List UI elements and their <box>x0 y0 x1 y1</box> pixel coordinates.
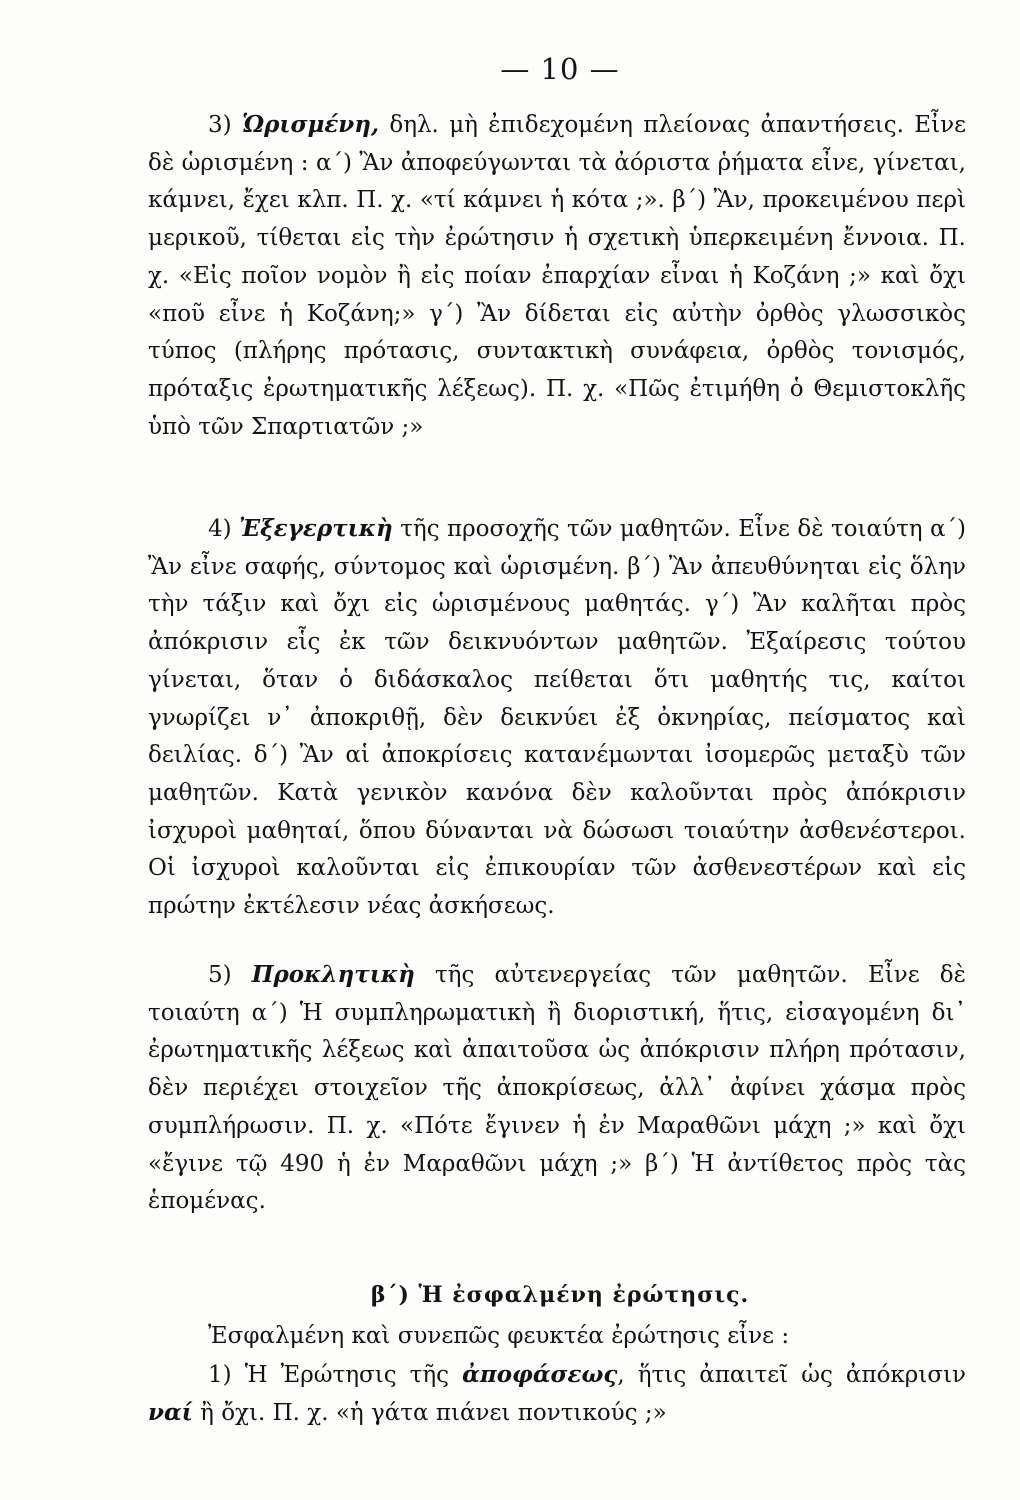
paragraph-3 <box>148 106 966 446</box>
paragraph-number: 3) <box>208 112 232 138</box>
item-term-2: ναί <box>148 1399 193 1427</box>
paragraph-5 <box>148 956 966 1221</box>
item-lead: Ἡ Ἐρώτησις τῆς <box>244 1361 450 1388</box>
paragraph-text: τῆς προσοχῆς τῶν μαθητῶν. Εἶνε δὲ τοιαύτη α΄) Ἂν εἶνε σαφής, σύντομος καὶ ὡρισμένη. β΄) Ἂν ἀπευθύνηται εἰς ὅλην τὴν τάξιν καὶ ὄχι εἰς ὡρισμένους μαθητάς. γ΄) Ἂν καλῆται πρὸς ἀπόκρισιν εἷς ἐκ τῶν δεικνυόντων μαθητῶν. Ἐξαίρεσις τούτου γίνεται, ὅταν ὁ διδάσκαλος πείθεται ὅτι μαθητής τις, καίτοι γνωρίζει ν᾽ ἀποκριθῇ, δὲν δεικνύει ἐξ ὀκνηρίας, πείσματος καὶ δειλίας. δ΄) Ἂν αἱ ἀποκρίσεις κατανέμωνται ἰσομερῶς μεταξὺ τῶν μαθητῶν. Κατὰ γενικὸν κανόνα δὲν καλοῦνται πρὸς ἀπόκρισιν ἰσχυροὶ μαθηταί, ὅπου δύνανται νὰ δώσωσι τοιαύτην ἀσθενέστεροι. Οἱ ἰσχυροὶ καλοῦνται εἰς ἐπικουρίαν τῶν ἀσθενεστέρων καὶ εἰς πρώτην ἐκτέλεσιν νέας ἀσκήσεως. <box>148 516 966 920</box>
paragraph-4 <box>148 510 966 926</box>
paragraph-number: 4) <box>208 516 232 542</box>
paragraph-text: δηλ. μὴ ἐπιδεχομένη πλείονας ἀπαντήσεις. Εἶνε δὲ ὡρισμένη : α΄) Ἂν ἀποφεύγωνται τὰ ἀόριστα ῥήματα εἶνε, γίνεται, κάμνει, ἔχει κλπ. Π. χ. «τί κάμνει ἡ κότα ;». β΄) Ἂν, προκειμένου περὶ μερικοῦ, τίθεται εἰς τὴν ἐρώτησιν ἡ σχετικὴ ὑπερκειμένη ἔννοια. Π. χ. «Εἰς ποῖον νομὸν ἢ εἰς ποίαν ἐπαρχίαν εἶναι ἡ Κοζάνη ;» καὶ ὄχι «ποῦ εἶνε ἡ Κοζάνη;» γ΄) Ἂν δίδεται εἰς αὐτὴν ὀρθὸς γλωσσικὸς τύπος (πλήρης πρότασις, συντακτικὴ συνάφεια, ὀρθὸς τονισμός, πρόταξις ἐρωτηματικῆς λέξεως). Π. χ. «Πῶς ἐτιμήθη ὁ Θεμιστοκλῆς ὑπὸ τῶν Σπαρτιατῶν ;» <box>148 112 967 440</box>
section-heading: β΄) Ἡ ἐσφαλμένη ἐρώτησις. <box>370 1282 750 1308</box>
paragraph-text: τῆς αὐτενεργείας τῶν μαθητῶν. Εἶνε δὲ τοιαύτη α΄) Ἡ συμπληρωματικὴ ἢ διοριστική, ἥτις, εἰσαγομένη δι᾽ ἐρωτηματικῆς λέξεως καὶ ἀπαιτοῦσα ὡς ἀπόκρισιν πλήρη πρότασιν, δὲν περιέχει στοιχεῖον τῆς ἀποκρίσεως, ἀλλ᾽ ἀφίνει χάσμα πρὸς συμπλήρωσιν. Π. χ. «Πότε ἔγινεν ἡ ἐν Μαραθῶνι μάχη ;» καὶ ὄχι «ἔγινε τῷ 490 ἡ ἐν Μαραθῶνι μάχη ;» β΄) Ἡ ἀντίθετος πρὸς τὰς ἑπομένας. <box>148 962 967 1215</box>
item-number: 1) <box>208 1361 232 1388</box>
item-1 <box>148 1356 966 1433</box>
erroneous-question-section <box>148 1318 966 1433</box>
page-number: — 10 — <box>500 52 620 86</box>
item-text: , ἥτις ἀπαιτεῖ ὡς ἀπόκρισιν <box>617 1361 967 1388</box>
paragraph-term: Προκλητικὴ <box>251 961 415 988</box>
item-text-2: ἢ ὄχι. Π. χ. «ἡ γάτα πιάνει ποντικούς ;» <box>200 1400 667 1427</box>
section-intro: Ἐσφαλμένη καὶ συνεπῶς φευκτέα ἐρώτησις εἶνε : <box>208 1323 790 1349</box>
paragraph-number: 5) <box>208 962 232 988</box>
item-term: ἀποφάσεως <box>462 1360 618 1388</box>
paragraph-term: Ὡρισμένη, <box>241 111 379 138</box>
paragraph-term: Ἐξεγερτικὴ <box>239 515 393 542</box>
